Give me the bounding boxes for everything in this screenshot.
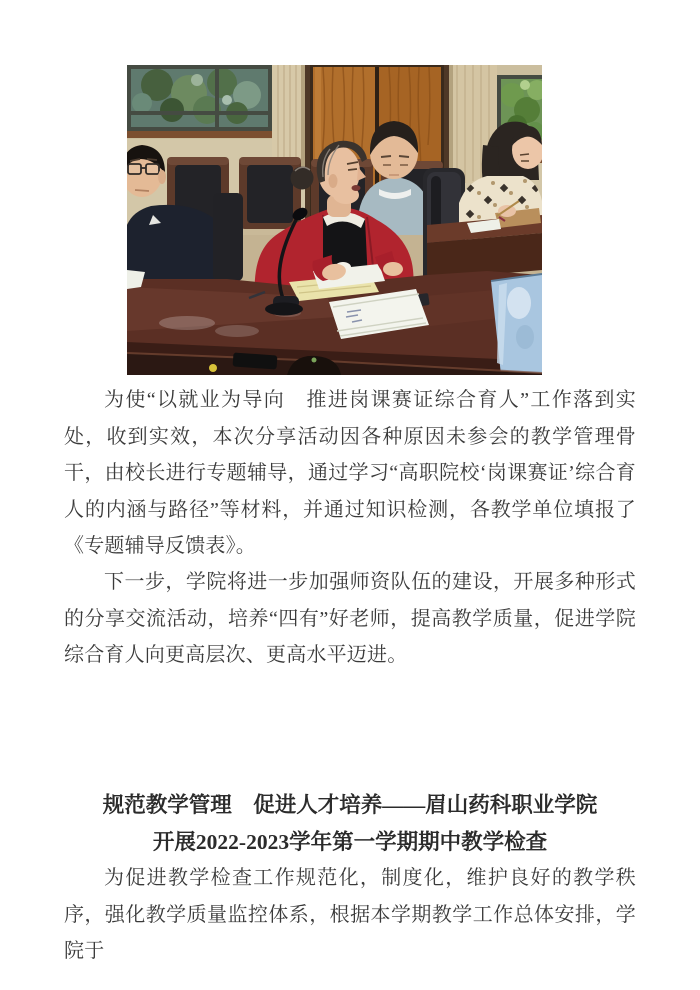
article-heading-line1: 规范教学管理 促进人才培养——眉山药科职业学院 — [102, 793, 598, 817]
window-left — [127, 65, 273, 138]
paragraph-summary-training: 为使“以就业为导向 推进岗课赛证综合育人”工作落到实处，收到实效，本次分享活动因各种原因未参会的教学管理骨干，由校长进行专题辅导，通过学习“高职院校‘岗课赛证’综合育人的内涵与路径”等材料，并通过知识检测，各教学单位填报了《专题辅导反馈表》。 — [64, 389, 636, 557]
paragraph-inspection-intro: 为促进教学检查工作规范化，制度化，维护良好的教学秩序，强化教学质量监控体系，根据本学期教学工作总体安排，学院于 — [64, 867, 636, 962]
curtain-left — [272, 65, 305, 167]
paragraph-next-steps: 下一步，学院将进一步加强师资队伍的建设，开展多种形式的分享交流活动，培养“四有”好老师，提高教学质量，促进学院综合育人向更高层次、更高水平迈进。 — [64, 571, 636, 666]
article-heading-line2: 开展2022-2023学年第一学期期中教学检查 — [152, 830, 548, 854]
speaker-chair — [213, 193, 243, 281]
article-heading — [64, 787, 636, 861]
projection-screen — [491, 274, 542, 375]
meeting-photo — [127, 65, 542, 375]
